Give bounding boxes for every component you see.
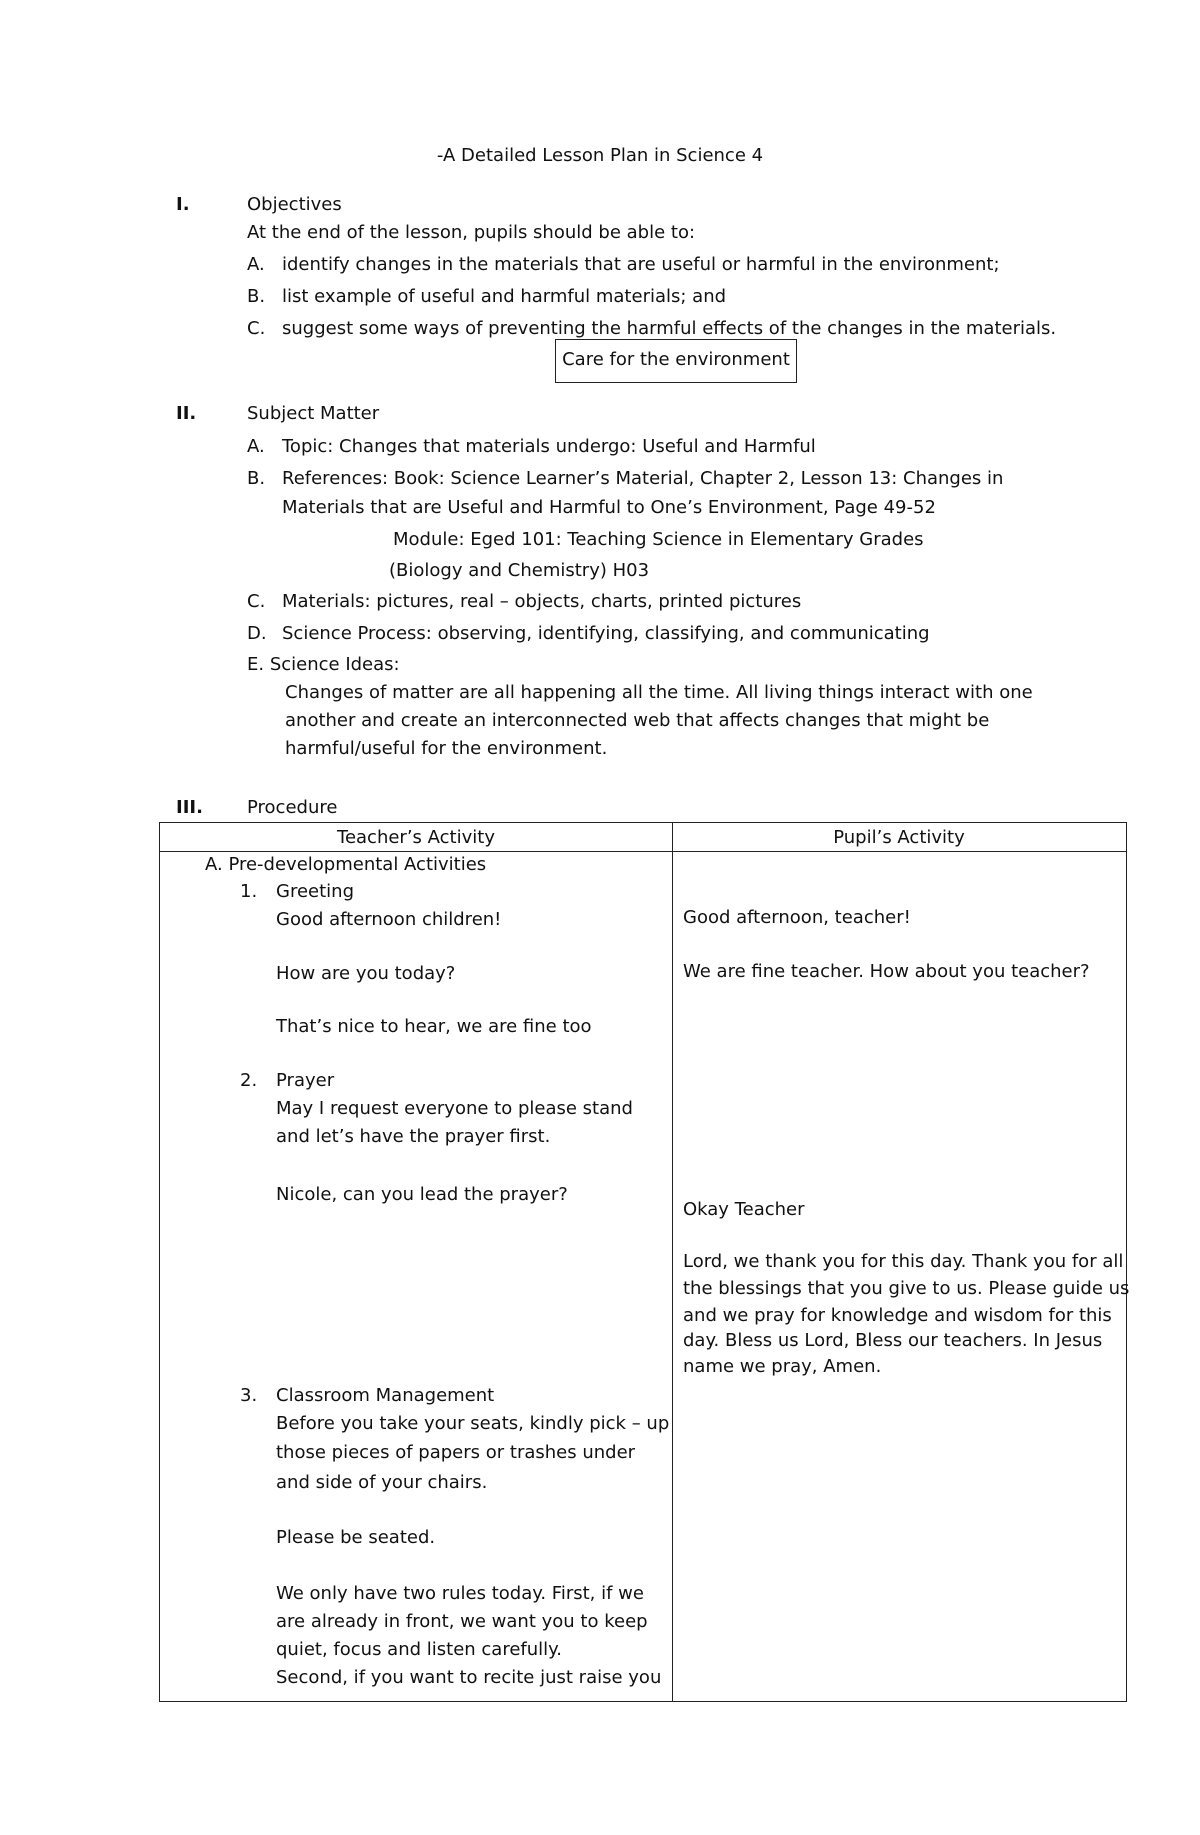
teacher-line: Good afternoon children!	[276, 909, 502, 930]
science-ideas-line-3: harmful/useful for the environment.	[285, 738, 608, 759]
objective-b-letter: B.	[247, 286, 266, 307]
references-line-4: (Biology and Chemistry) H03	[389, 560, 650, 581]
classroom-management-heading: Classroom Management	[276, 1385, 495, 1406]
science-ideas-heading: E. Science Ideas:	[247, 654, 400, 675]
objectives-numeral: I.	[176, 194, 190, 215]
objectives-heading: Objectives	[247, 194, 342, 215]
document-title: -A Detailed Lesson Plan in Science 4	[436, 145, 764, 166]
teacher-line: How are you today?	[276, 963, 456, 984]
pre-developmental-heading: A. Pre-developmental Activities	[205, 854, 487, 875]
teacher-line: quiet, focus and listen carefully.	[276, 1639, 562, 1660]
teacher-line: are already in front, we want you to keep	[276, 1611, 648, 1632]
science-ideas-line-1: Changes of matter are all happening all the time. All living things interact with one	[285, 682, 1033, 703]
pupil-line: Good afternoon, teacher!	[683, 907, 911, 928]
objective-c-text: suggest some ways of preventing the harmful effects of the changes in the materials.	[282, 318, 1057, 339]
pupil-line: Okay Teacher	[683, 1199, 805, 1220]
greeting-heading: Greeting	[276, 881, 354, 902]
pupil-line: and we pray for knowledge and wisdom for this	[683, 1305, 1112, 1326]
procedure-heading: Procedure	[247, 797, 338, 818]
references-line-2: Materials that are Useful and Harmful to One’s Environment, Page 49-52	[282, 497, 936, 518]
teacher-line: We only have two rules today. First, if we	[276, 1583, 644, 1604]
materials-letter: C.	[247, 591, 266, 612]
objectives-intro: At the end of the lesson, pupils should be able to:	[247, 222, 696, 243]
references-line-1: References: Book: Science Learner’s Material, Chapter 2, Lesson 13: Changes in	[282, 468, 1004, 489]
header-divider	[160, 851, 1126, 852]
objective-b-text: list example of useful and harmful materials; and	[282, 286, 727, 307]
prayer-heading: Prayer	[276, 1070, 335, 1091]
science-ideas-line-2: another and create an interconnected web that affects changes that might be	[285, 710, 990, 731]
pupil-line: We are fine teacher. How about you teacher?	[683, 961, 1090, 982]
subject-matter-heading: Subject Matter	[247, 403, 380, 424]
teacher-line: Before you take your seats, kindly pick – up	[276, 1413, 670, 1434]
references-letter: B.	[247, 468, 266, 489]
prayer-number: 2.	[240, 1070, 258, 1091]
teacher-line: and side of your chairs.	[276, 1472, 488, 1493]
greeting-number: 1.	[240, 881, 258, 902]
teacher-line: Nicole, can you lead the prayer?	[276, 1184, 568, 1205]
pupil-line: the blessings that you give to us. Please guide us	[683, 1278, 1130, 1299]
teacher-line: those pieces of papers or trashes under	[276, 1442, 636, 1463]
references-line-3: Module: Eged 101: Teaching Science in Elementary Grades	[393, 529, 924, 550]
process-text: Science Process: observing, identifying, classifying, and communicating	[282, 623, 930, 644]
teacher-activity-header: Teacher’s Activity	[337, 827, 495, 848]
column-divider	[672, 823, 673, 1701]
teacher-line: May I request everyone to please stand	[276, 1098, 633, 1119]
pupil-line: name we pray, Amen.	[683, 1356, 882, 1377]
process-letter: D.	[247, 623, 267, 644]
objective-c-letter: C.	[247, 318, 266, 339]
objective-a-letter: A.	[247, 254, 265, 275]
teacher-line: Second, if you want to recite just raise you	[276, 1667, 662, 1688]
topic-text: Topic: Changes that materials undergo: Useful and Harmful	[282, 436, 816, 457]
teacher-line: That’s nice to hear, we are fine too	[276, 1016, 592, 1037]
topic-letter: A.	[247, 436, 265, 457]
objective-a-text: identify changes in the materials that are useful or harmful in the environment;	[282, 254, 1000, 275]
value-box: Care for the environment	[555, 339, 797, 383]
teacher-line: Please be seated.	[276, 1527, 436, 1548]
classroom-management-number: 3.	[240, 1385, 258, 1406]
pupil-line: Lord, we thank you for this day. Thank you for all	[683, 1251, 1124, 1272]
procedure-table	[159, 822, 1130, 1702]
materials-text: Materials: pictures, real – objects, charts, printed pictures	[282, 591, 802, 612]
pupil-line: day. Bless us Lord, Bless our teachers. In Jesus	[683, 1330, 1103, 1351]
procedure-numeral: III.	[176, 797, 203, 818]
pupil-activity-header: Pupil’s Activity	[833, 827, 965, 848]
teacher-line: and let’s have the prayer first.	[276, 1126, 551, 1147]
subject-matter-numeral: II.	[176, 403, 197, 424]
